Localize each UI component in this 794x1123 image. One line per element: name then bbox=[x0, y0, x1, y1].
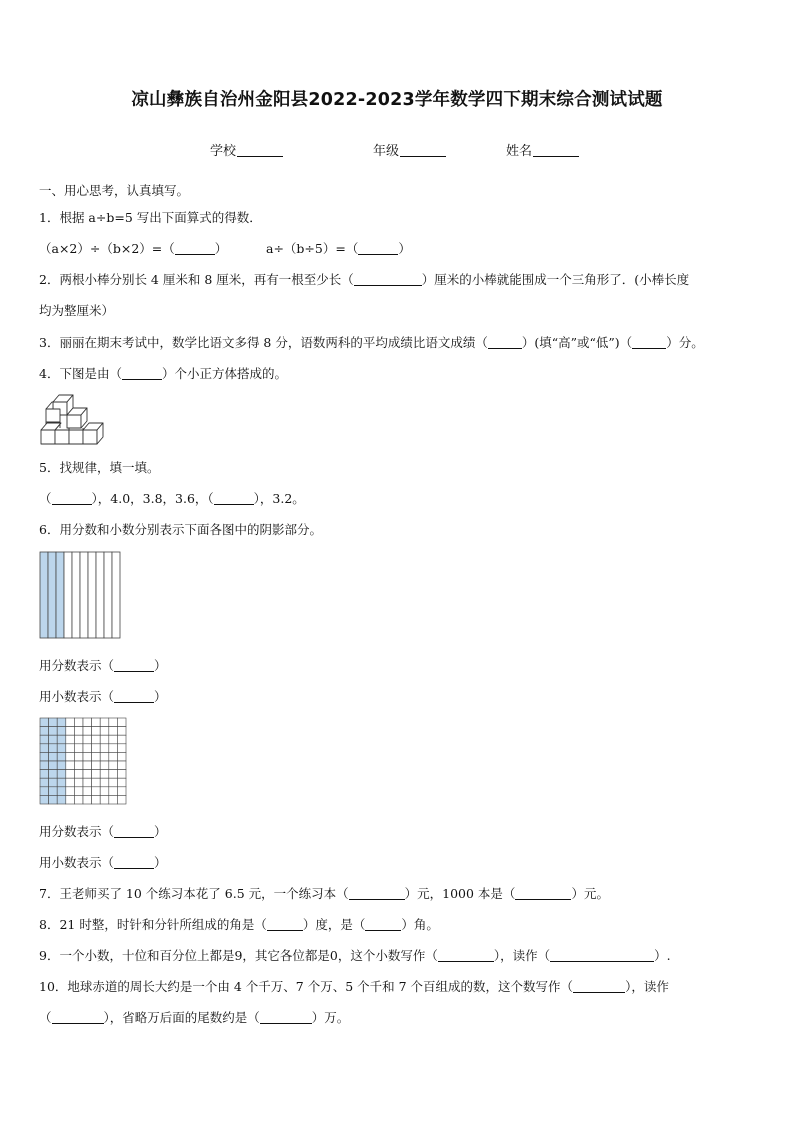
q9-text-a: 9．一个小数，十位和百分位上都是9，其它各位都是0，这个小数写作（ bbox=[39, 948, 438, 963]
grid-cell bbox=[100, 752, 109, 761]
q4-text-a: 4．下图是由（ bbox=[39, 366, 122, 381]
q2-text-a: 2．两根小棒分别长 4 厘米和 8 厘米，再有一根至少长（ bbox=[39, 272, 354, 287]
frac2-label: 用分数表示（ bbox=[39, 824, 115, 839]
grid-cell bbox=[74, 770, 83, 779]
grid-cell bbox=[100, 770, 109, 779]
grid-cell bbox=[92, 744, 101, 753]
grid-cell bbox=[92, 727, 101, 736]
question-5-sequence bbox=[39, 489, 305, 507]
grid-cell bbox=[83, 735, 92, 744]
q5-text-b: ），4.0，3.8，3.6，（ bbox=[91, 491, 214, 506]
shaded-cell bbox=[40, 795, 49, 804]
question-1-expr-b bbox=[266, 239, 411, 257]
column bbox=[72, 552, 80, 638]
grid-cell bbox=[117, 761, 126, 770]
answer-blank[interactable] bbox=[214, 492, 254, 505]
shaded-cell bbox=[40, 727, 49, 736]
grid-cell bbox=[92, 761, 101, 770]
q5-text-a: （ bbox=[39, 491, 52, 506]
grid-cell bbox=[74, 787, 83, 796]
shaded-cell bbox=[40, 744, 49, 753]
grid-cell bbox=[66, 718, 75, 727]
shaded-cell bbox=[49, 752, 58, 761]
frac1-close: ） bbox=[154, 658, 167, 673]
answer-blank[interactable] bbox=[488, 336, 522, 349]
grid-cell bbox=[92, 770, 101, 779]
column bbox=[64, 552, 72, 638]
grid-cell bbox=[66, 735, 75, 744]
grid-cell bbox=[117, 752, 126, 761]
grid-cell bbox=[83, 752, 92, 761]
shaded-cell bbox=[49, 795, 58, 804]
answer-blank[interactable] bbox=[365, 918, 401, 931]
shaded-column bbox=[48, 552, 56, 638]
cube-face bbox=[46, 409, 60, 422]
question-1-stem: 1．根据 a÷b=5 写出下面算式的得数． bbox=[39, 210, 262, 225]
column bbox=[80, 552, 88, 638]
expr-a-close: ） bbox=[214, 241, 228, 256]
grid-cell bbox=[100, 787, 109, 796]
shaded-cell bbox=[49, 787, 58, 796]
answer-blank[interactable] bbox=[573, 980, 625, 993]
q3-text-c: ）分。 bbox=[666, 335, 704, 350]
grid-cell bbox=[117, 744, 126, 753]
shaded-cell bbox=[40, 787, 49, 796]
grid-cell bbox=[100, 761, 109, 770]
grid-cell bbox=[74, 778, 83, 787]
shaded-cell bbox=[40, 778, 49, 787]
shaded-cell bbox=[49, 718, 58, 727]
shaded-cell bbox=[57, 787, 66, 796]
grid-cell bbox=[74, 727, 83, 736]
shaded-cell bbox=[57, 718, 66, 727]
q3-text-a: 3．丽丽在期末考试中，数学比语文多得 8 分，语数两科的平均成绩比语文成绩（ bbox=[39, 335, 488, 350]
cube-face bbox=[67, 415, 81, 428]
grid-cell bbox=[74, 795, 83, 804]
grid-cell bbox=[109, 778, 118, 787]
grid-cell bbox=[109, 761, 118, 770]
grid-cell bbox=[74, 744, 83, 753]
grid-cell bbox=[117, 795, 126, 804]
grid-cell bbox=[74, 718, 83, 727]
cube-face bbox=[69, 430, 83, 444]
shaded-column bbox=[56, 552, 64, 638]
grid-cell bbox=[100, 795, 109, 804]
cube-face bbox=[55, 430, 69, 444]
q8-text-a: 8．21 时整，时针和分针所组成的角是（ bbox=[39, 917, 267, 932]
grid-cell bbox=[100, 727, 109, 736]
shaded-cell bbox=[49, 735, 58, 744]
answer-blank[interactable] bbox=[550, 949, 654, 962]
expr-b-close: ） bbox=[398, 241, 411, 256]
grid-cell bbox=[66, 752, 75, 761]
q9-text-c: ）. bbox=[654, 948, 671, 963]
shaded-cell bbox=[57, 795, 66, 804]
grid-cell bbox=[66, 778, 75, 787]
column bbox=[112, 552, 120, 638]
answer-blank[interactable] bbox=[632, 336, 666, 349]
grid-cell bbox=[83, 718, 92, 727]
grid-cell bbox=[83, 727, 92, 736]
question-6-fraction-2 bbox=[39, 822, 167, 840]
grid-cell bbox=[117, 718, 126, 727]
cube-stack-figure bbox=[39, 390, 111, 451]
question-4 bbox=[39, 364, 287, 382]
question-5-stem: 5．找规律，填一填。 bbox=[39, 460, 160, 475]
answer-blank[interactable] bbox=[438, 949, 494, 962]
answer-blank[interactable] bbox=[122, 367, 162, 380]
cube-face bbox=[46, 402, 53, 409]
shaded-cell bbox=[40, 752, 49, 761]
grid-cell bbox=[66, 770, 75, 779]
grid-cell bbox=[109, 735, 118, 744]
grid-cell bbox=[74, 735, 83, 744]
answer-blank[interactable] bbox=[52, 1011, 104, 1024]
grid-cell bbox=[83, 778, 92, 787]
shaded-cell bbox=[40, 761, 49, 770]
grid-cell bbox=[74, 761, 83, 770]
cube-face bbox=[83, 430, 97, 444]
grid-cell bbox=[109, 718, 118, 727]
q2-text-b: ）厘米的小棒就能围成一个三角形了．(小棒长度 bbox=[421, 272, 690, 287]
expr-b-text: a÷（b÷5）=（ bbox=[266, 241, 359, 256]
q7-text-c: ）元。 bbox=[571, 886, 609, 901]
shaded-column bbox=[40, 552, 48, 638]
grid-cell bbox=[92, 735, 101, 744]
grid-cell bbox=[83, 787, 92, 796]
question-9 bbox=[39, 946, 671, 964]
shaded-cell bbox=[40, 718, 49, 727]
grid-cell bbox=[109, 752, 118, 761]
grid-cell bbox=[100, 744, 109, 753]
question-1-expr-a bbox=[39, 239, 227, 257]
hundredths-grid-drawing bbox=[39, 717, 129, 807]
answer-blank[interactable] bbox=[175, 242, 215, 255]
frac1-label: 用分数表示（ bbox=[39, 658, 115, 673]
shaded-cell bbox=[57, 761, 66, 770]
column bbox=[96, 552, 104, 638]
shaded-cell bbox=[40, 735, 49, 744]
answer-blank[interactable] bbox=[260, 1011, 312, 1024]
grid-cell bbox=[109, 787, 118, 796]
q7-text-a: 7．王老师买了 10 个练习本花了 6.5 元，一个练习本（ bbox=[39, 886, 349, 901]
grid-cell bbox=[66, 795, 75, 804]
question-8 bbox=[39, 915, 439, 933]
tenths-strip-drawing bbox=[39, 551, 121, 639]
grade-blank[interactable] bbox=[400, 143, 446, 157]
q10-text-c: （ bbox=[39, 1010, 52, 1025]
shaded-cell bbox=[57, 752, 66, 761]
answer-blank[interactable] bbox=[358, 242, 398, 255]
question-6-stem: 6．用分数和小数分别表示下面各图中的阴影部分。 bbox=[39, 522, 322, 537]
grid-cell bbox=[83, 761, 92, 770]
answer-blank[interactable] bbox=[354, 273, 422, 286]
school-field bbox=[210, 140, 283, 159]
question-3 bbox=[39, 333, 704, 351]
grid-cell bbox=[66, 787, 75, 796]
q5-text-c: ），3.2。 bbox=[253, 491, 305, 506]
grid-cell bbox=[117, 735, 126, 744]
grid-cell bbox=[109, 770, 118, 779]
tenths-strip-figure bbox=[39, 551, 121, 642]
answer-blank[interactable] bbox=[349, 887, 405, 900]
dec1-close: ） bbox=[154, 689, 167, 704]
dec2-close: ） bbox=[154, 855, 167, 870]
grade-field bbox=[373, 140, 446, 159]
grid-cell bbox=[74, 752, 83, 761]
grid-cell bbox=[92, 795, 101, 804]
shaded-cell bbox=[49, 744, 58, 753]
q8-text-b: ）度，是（ bbox=[302, 917, 366, 932]
q8-text-c: ）角。 bbox=[401, 917, 439, 932]
grid-cell bbox=[66, 744, 75, 753]
name-label: 姓名 bbox=[506, 144, 533, 159]
q7-text-b: ）元，1000 本是（ bbox=[404, 886, 516, 901]
grid-cell bbox=[92, 752, 101, 761]
grid-cell bbox=[66, 727, 75, 736]
grid-cell bbox=[109, 727, 118, 736]
grid-cell bbox=[92, 787, 101, 796]
grid-cell bbox=[83, 770, 92, 779]
grid-cell bbox=[83, 795, 92, 804]
column bbox=[88, 552, 96, 638]
grid-cell bbox=[100, 735, 109, 744]
grid-cell bbox=[117, 787, 126, 796]
grade-label: 年级 bbox=[373, 144, 400, 159]
shaded-cell bbox=[57, 735, 66, 744]
cube-stack-drawing bbox=[39, 390, 111, 448]
answer-blank[interactable] bbox=[52, 492, 92, 505]
column bbox=[104, 552, 112, 638]
grid-cell bbox=[83, 744, 92, 753]
grid-cell bbox=[109, 795, 118, 804]
frac2-close: ） bbox=[154, 824, 167, 839]
shaded-cell bbox=[40, 770, 49, 779]
section-heading: 一、用心思考，认真填写。 bbox=[39, 183, 190, 198]
name-field bbox=[506, 140, 579, 159]
answer-blank[interactable] bbox=[114, 659, 154, 672]
q9-text-b: ），读作（ bbox=[493, 948, 551, 963]
grid-cell bbox=[100, 778, 109, 787]
question-6-decimal-1 bbox=[39, 687, 167, 705]
answer-blank[interactable] bbox=[114, 856, 154, 869]
hundredths-grid-figure bbox=[39, 717, 129, 810]
grid-cell bbox=[92, 778, 101, 787]
answer-blank[interactable] bbox=[267, 918, 303, 931]
q10-text-b: ），读作 bbox=[625, 979, 669, 994]
dec1-label: 用小数表示（ bbox=[39, 689, 115, 704]
question-6-fraction-1 bbox=[39, 656, 167, 674]
grid-cell bbox=[117, 778, 126, 787]
question-6-decimal-2 bbox=[39, 853, 167, 871]
answer-blank[interactable] bbox=[114, 825, 154, 838]
q3-text-b: ）(填“高”或“低”)（ bbox=[521, 335, 633, 350]
question-10-line-2 bbox=[39, 1008, 349, 1026]
grid-cell bbox=[100, 718, 109, 727]
question-7 bbox=[39, 884, 609, 902]
name-blank[interactable] bbox=[533, 143, 579, 157]
q4-text-b: ）个小正方体搭成的。 bbox=[161, 366, 287, 381]
dec2-label: 用小数表示（ bbox=[39, 855, 115, 870]
q10-text-d: ），省略万后面的尾数约是（ bbox=[103, 1010, 260, 1025]
q10-text-e: ）万。 bbox=[311, 1010, 350, 1025]
grid-cell bbox=[109, 744, 118, 753]
question-2-line-2: 均为整厘米） bbox=[39, 303, 115, 318]
shaded-cell bbox=[49, 778, 58, 787]
shaded-cell bbox=[57, 770, 66, 779]
shaded-cell bbox=[57, 727, 66, 736]
answer-blank[interactable] bbox=[515, 887, 571, 900]
cube-face bbox=[41, 430, 55, 444]
answer-blank[interactable] bbox=[114, 690, 154, 703]
question-2-line-1 bbox=[39, 270, 689, 288]
school-label: 学校 bbox=[210, 144, 237, 159]
grid-cell bbox=[66, 761, 75, 770]
shaded-cell bbox=[49, 727, 58, 736]
school-blank[interactable] bbox=[237, 143, 283, 157]
shaded-cell bbox=[57, 778, 66, 787]
q10-text-a: 10．地球赤道的周长大约是一个由 4 个千万、7 个万、5 个千和 7 个百组成的数，这个数写作（ bbox=[39, 979, 574, 994]
expr-a-text: （a×2）÷（b×2）=（ bbox=[39, 241, 175, 256]
shaded-cell bbox=[57, 744, 66, 753]
grid-cell bbox=[117, 727, 126, 736]
page-title: 凉山彝族自治州金阳县2022-2023学年数学四下期末综合测试试题 bbox=[131, 90, 663, 110]
shaded-cell bbox=[49, 770, 58, 779]
shaded-cell bbox=[49, 761, 58, 770]
grid-cell bbox=[92, 718, 101, 727]
grid-cell bbox=[117, 770, 126, 779]
question-10-line-1 bbox=[39, 977, 669, 995]
